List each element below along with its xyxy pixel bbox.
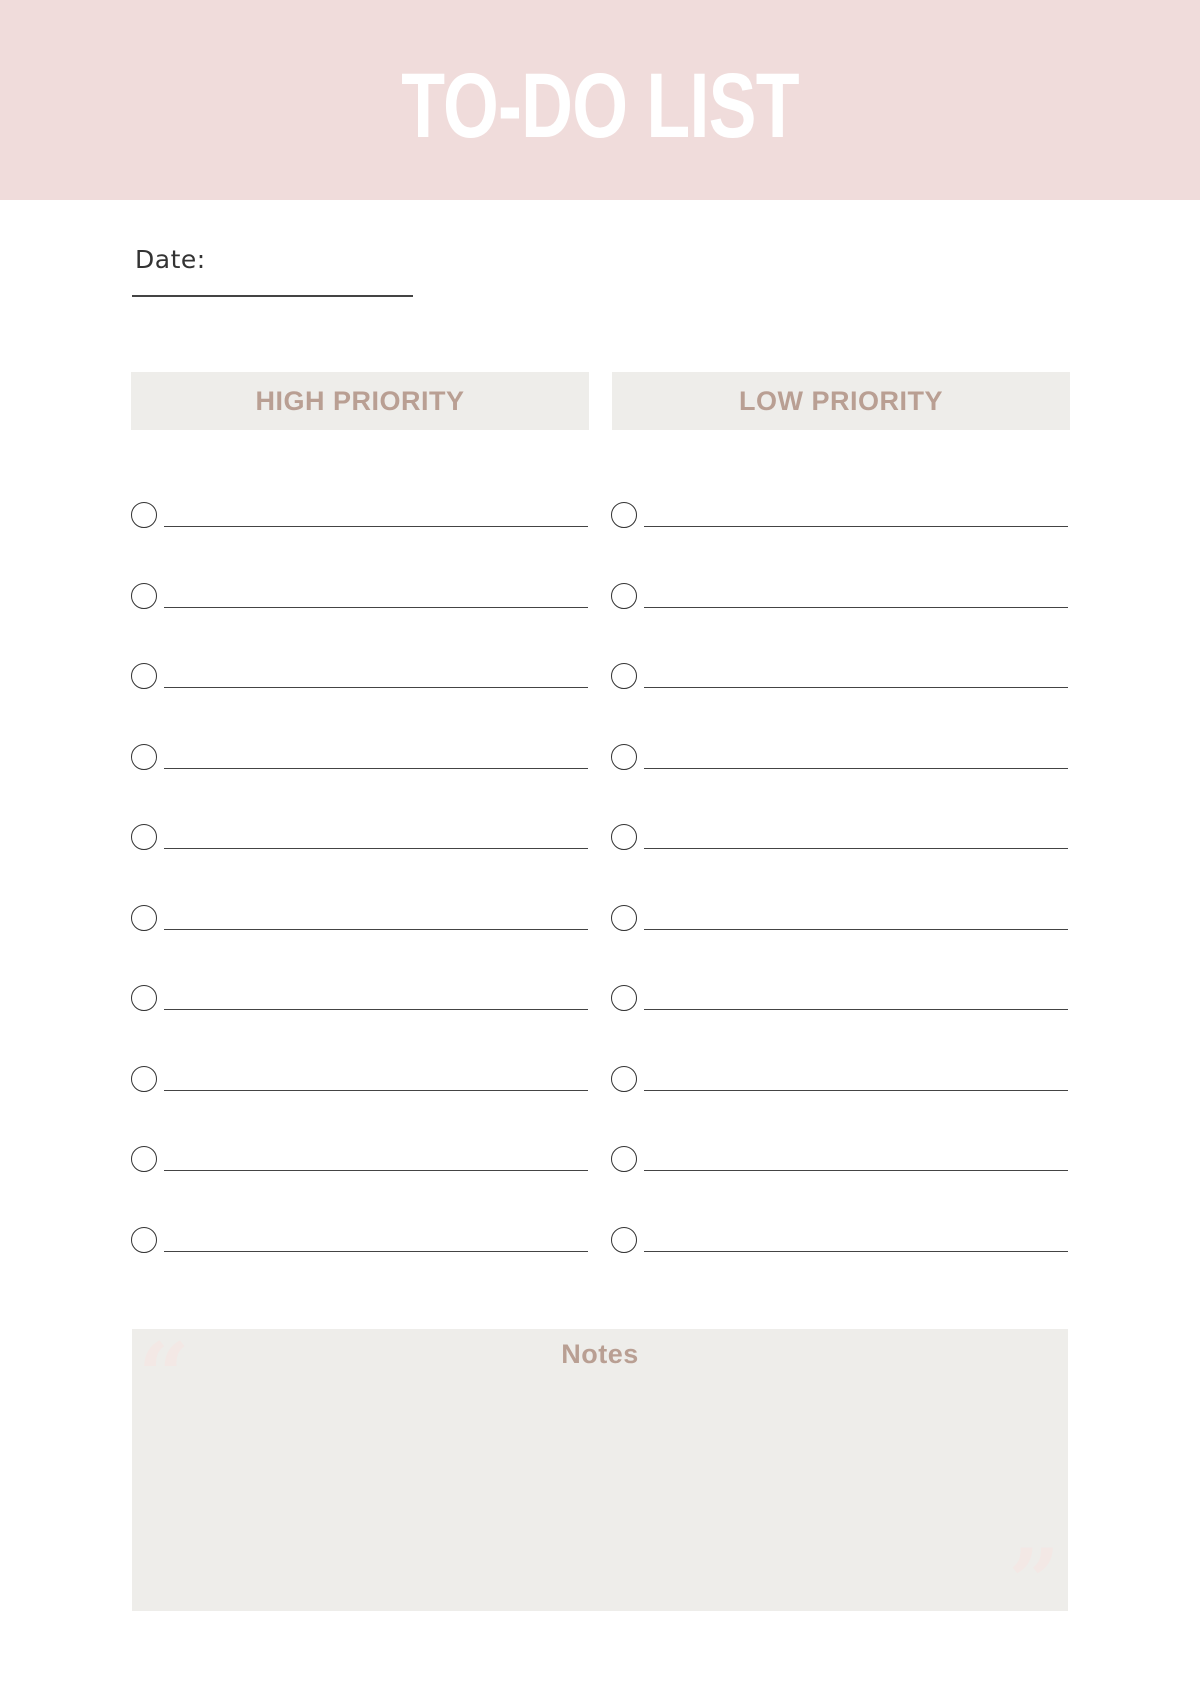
task-input-line[interactable] [164,687,588,688]
high-priority-task-row [131,1225,595,1265]
checkbox-circle-icon[interactable] [611,1227,637,1253]
checkbox-circle-icon[interactable] [131,1146,157,1172]
task-input-line[interactable] [164,1009,588,1010]
low-priority-header: LOW PRIORITY [612,372,1070,430]
checkbox-circle-icon[interactable] [131,1227,157,1253]
low-priority-task-row [611,1225,1075,1265]
checkbox-circle-icon[interactable] [611,583,637,609]
task-input-line[interactable] [164,526,588,527]
task-input-line[interactable] [164,607,588,608]
checkbox-circle-icon[interactable] [611,663,637,689]
high-priority-task-row [131,983,595,1023]
task-input-line[interactable] [164,848,588,849]
low-priority-task-row [611,742,1075,782]
task-input-line[interactable] [644,929,1068,930]
checkbox-circle-icon[interactable] [131,985,157,1011]
page-title: TO-DO LIST [401,55,799,157]
low-priority-task-row [611,1064,1075,1104]
header-banner [0,0,1200,200]
task-input-line[interactable] [164,1170,588,1171]
checkbox-circle-icon[interactable] [611,824,637,850]
high-priority-task-row [131,581,595,621]
task-input-line[interactable] [644,1251,1068,1252]
open-quote-icon: “ [138,1323,190,1429]
checkbox-circle-icon[interactable] [611,502,637,528]
low-priority-task-row [611,983,1075,1023]
checkbox-circle-icon[interactable] [611,1066,637,1092]
checkbox-circle-icon[interactable] [131,1066,157,1092]
high-priority-task-row [131,500,595,540]
low-priority-task-row [611,903,1075,943]
low-priority-task-row [611,500,1075,540]
task-input-line[interactable] [644,526,1068,527]
date-input-line[interactable] [132,295,413,297]
high-priority-task-row [131,742,595,782]
low-priority-task-row [611,1144,1075,1184]
task-input-line[interactable] [644,1090,1068,1091]
low-priority-task-row [611,661,1075,701]
task-input-line[interactable] [164,1251,588,1252]
task-input-line[interactable] [644,1009,1068,1010]
checkbox-circle-icon[interactable] [611,1146,637,1172]
checkbox-circle-icon[interactable] [611,905,637,931]
high-priority-task-row [131,903,595,943]
checkbox-circle-icon[interactable] [131,744,157,770]
high-priority-task-row [131,822,595,862]
high-priority-task-row [131,1064,595,1104]
notes-box[interactable] [132,1323,1068,1635]
checkbox-circle-icon[interactable] [611,985,637,1011]
checkbox-circle-icon[interactable] [131,583,157,609]
checkbox-circle-icon[interactable] [131,905,157,931]
checkbox-circle-icon[interactable] [131,824,157,850]
high-priority-task-row [131,1144,595,1184]
low-priority-task-row [611,822,1075,862]
task-input-line[interactable] [644,607,1068,608]
date-label: Date: [135,245,206,274]
task-input-line[interactable] [164,768,588,769]
high-priority-task-row [131,661,595,701]
checkbox-circle-icon[interactable] [611,744,637,770]
close-quote-icon: ” [1008,1529,1060,1635]
checkbox-circle-icon[interactable] [131,502,157,528]
high-priority-header: HIGH PRIORITY [131,372,589,430]
task-input-line[interactable] [164,929,588,930]
task-input-line[interactable] [164,1090,588,1091]
notes-title: Notes [561,1339,639,1369]
task-input-line[interactable] [644,848,1068,849]
low-priority-task-row [611,581,1075,621]
checkbox-circle-icon[interactable] [131,663,157,689]
task-input-line[interactable] [644,768,1068,769]
task-input-line[interactable] [644,1170,1068,1171]
task-input-line[interactable] [644,687,1068,688]
